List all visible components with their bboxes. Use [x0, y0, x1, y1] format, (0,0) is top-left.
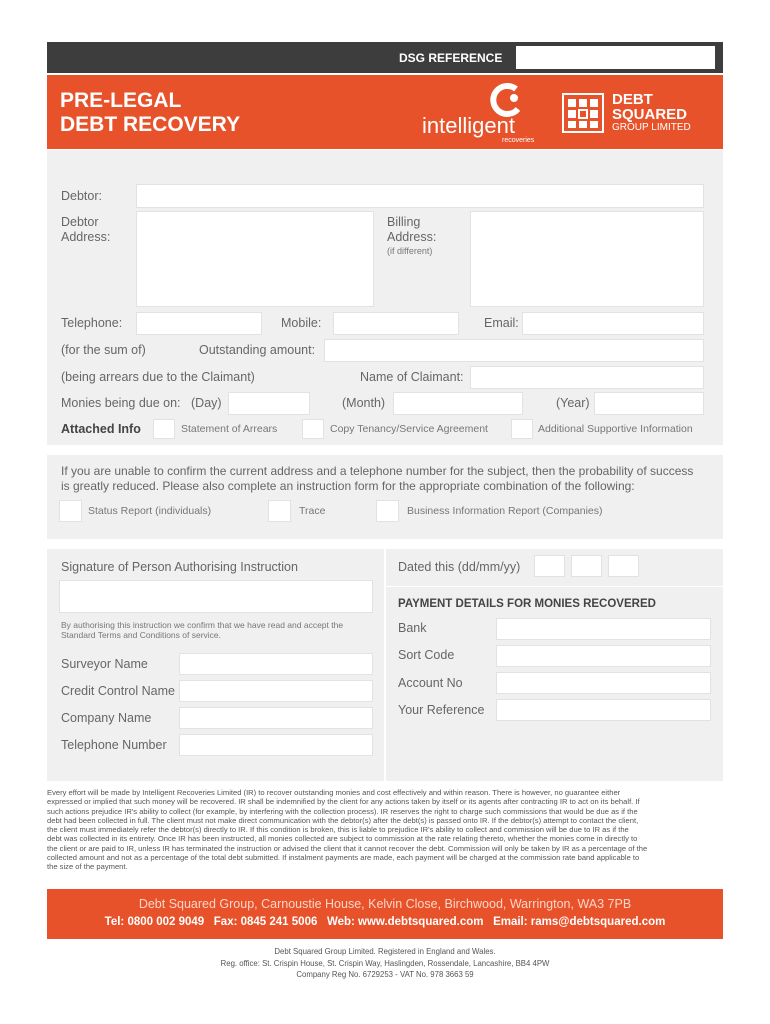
billing-address-input[interactable]: [470, 211, 704, 307]
logo-squared: SQUARED: [612, 106, 688, 123]
account-no-input[interactable]: [496, 672, 711, 694]
outstanding-label: Outstanding amount:: [199, 343, 316, 357]
footer-banner: [47, 889, 723, 939]
status-report-checkbox[interactable]: [59, 500, 82, 522]
payment-divider: [386, 586, 723, 587]
logo-group: GROUP LIMITED: [612, 122, 691, 133]
reg-line1: Debt Squared Group Limited. Registered in England and Wales.: [274, 947, 496, 956]
consent-line1: By authorising this instruction we confirm that we have read and accept the: [61, 620, 344, 630]
reg-line2: Reg. office: St. Crispin House, St. Crispin Way, Haslingden, Rossendale, Lancashire, BB4 4PW: [220, 958, 550, 968]
surveyor-label: Surveyor Name: [61, 657, 148, 671]
reference-label: Your Reference: [398, 703, 485, 717]
signature-label: Signature of Person Authorising Instruction: [61, 560, 298, 574]
telephone-number-input[interactable]: [179, 734, 373, 756]
consent-line2: Standard Terms and Conditions of service.: [61, 630, 222, 640]
sum-label: (for the sum of): [61, 343, 146, 357]
claimant-input[interactable]: [470, 366, 704, 389]
trace-label: Trace: [299, 505, 326, 517]
disclaimer-line: the size of the payment.: [47, 862, 128, 872]
sort-code-input[interactable]: [496, 645, 711, 667]
claimant-label: Name of Claimant:: [360, 370, 464, 384]
header-banner: [47, 75, 723, 149]
page-title-line1: PRE-LEGAL: [60, 89, 182, 112]
disclaimer: [47, 788, 723, 872]
dated-label: Dated this (dd/mm/yy): [398, 560, 521, 574]
intro-line2: is greatly reduced. Please also complete an instruction form for the appropriate combination of the following:: [61, 479, 635, 493]
email-label: Email:: [484, 316, 519, 330]
business-report-label: Business Information Report (Companies): [407, 505, 603, 517]
attach-supportive-checkbox[interactable]: [511, 419, 533, 439]
reference-input[interactable]: [516, 46, 715, 69]
company-name-input[interactable]: [179, 707, 373, 729]
telephone-label: Telephone:: [61, 316, 123, 330]
month-input[interactable]: [393, 392, 523, 415]
attach-tenancy-checkbox[interactable]: [302, 419, 324, 439]
surveyor-input[interactable]: [179, 653, 373, 675]
trace-checkbox[interactable]: [268, 500, 291, 522]
reg-line3: Company Reg No. 6729253 - VAT No. 978 3663 59: [296, 970, 474, 979]
email-input[interactable]: [522, 312, 704, 335]
day-input[interactable]: [228, 392, 310, 415]
disclaimer-line: expressed or implied that such money will be recovered. IR shall be indemnified by the client for any actions taken by itself or its agents after contracting IR to act on its behalf. If: [47, 797, 640, 807]
attached-info-label: Attached Info: [61, 422, 141, 436]
disclaimer-line: Every effort will be made by Intelligent Recoveries Limited (IR) to recover outstanding monies and cost effectively and within reason. There is however, no guarantee either: [47, 788, 621, 797]
date-month-input[interactable]: [571, 555, 602, 577]
company-name-label: Company Name: [61, 711, 152, 725]
registration-info: [47, 946, 723, 981]
signature-input[interactable]: [59, 580, 373, 613]
disclaimer-line: debt was collected in its entirety. Once IR has been instructed, all monies collected are subject to commission at the rate relating thereto, whether the monies come in directly to: [47, 834, 638, 844]
mobile-label: Mobile:: [281, 316, 322, 330]
telephone-input[interactable]: [136, 312, 262, 335]
payment-heading: PAYMENT DETAILS FOR MONIES RECOVERED: [398, 598, 656, 610]
footer-contact: Tel: 0800 002 9049 Fax: 0845 241 5006 Web: www.debtsquared.com Email: rams@debtsquared.com: [104, 916, 666, 928]
mobile-input[interactable]: [333, 312, 459, 335]
telephone-number-label: Telephone Number: [61, 738, 167, 752]
disclaimer-line: debt had been collected in full. The client must not make direct communication with the debtor(s) after the debt(s) is passed onto IR. If the debtor(s) attempt to contact the client,: [47, 815, 639, 825]
debtor-label: Debtor:: [61, 189, 102, 203]
year-input[interactable]: [594, 392, 704, 415]
debtor-address-label-2: Address:: [61, 230, 111, 244]
reference-label: DSG REFERENCE: [399, 51, 503, 65]
grid-icon: [562, 93, 604, 133]
billing-address-label-1: Billing: [387, 215, 421, 229]
sort-code-label: Sort Code: [398, 648, 455, 662]
account-no-label: Account No: [398, 676, 463, 690]
attach-statement-checkbox[interactable]: [153, 419, 175, 439]
intelligent-logo: [422, 81, 542, 145]
arrears-label: (being arrears due to the Claimant): [61, 370, 255, 384]
credit-control-input[interactable]: [179, 680, 373, 702]
debtor-address-input[interactable]: [136, 211, 374, 307]
month-label: (Month): [342, 396, 386, 410]
attach-statement-label: Statement of Arrears: [181, 423, 278, 435]
date-year-input[interactable]: [608, 555, 639, 577]
debtor-input[interactable]: [136, 184, 704, 208]
outstanding-input[interactable]: [324, 339, 704, 362]
debt-squared-logo: [562, 91, 722, 135]
billing-address-label-2: Address:: [387, 230, 437, 244]
date-day-input[interactable]: [534, 555, 565, 577]
attach-supportive-label: Additional Supportive Information: [538, 423, 693, 435]
page-title-line2: DEBT RECOVERY: [60, 113, 241, 136]
intro-line1: If you are unable to confirm the current address and a telephone number for the subject, then the probability of success: [61, 464, 694, 478]
debtor-address-label-1: Debtor: [61, 215, 99, 229]
footer-address: Debt Squared Group, Carnoustie House, Kelvin Close, Birchwood, Warrington, WA3 7PB: [138, 897, 632, 911]
logo-debt: DEBT: [612, 91, 653, 108]
monies-due-label: Monies being due on:: [61, 396, 181, 410]
intelligent-word: intelligent: [422, 113, 515, 138]
disclaimer-line: such actions prejudice IR's ability to collect (for example, by interfering with the collection process). IR reserves the right to charge such commissions that would be due as if the: [47, 806, 638, 816]
bank-label: Bank: [398, 621, 427, 635]
bank-input[interactable]: [496, 618, 711, 640]
status-report-label: Status Report (individuals): [88, 505, 212, 517]
recoveries-word: recoveries: [502, 137, 535, 144]
disclaimer-line: the client must immediately refer the debtor(s) directly to IR. If this condition is broken, this is liable to prejudice IR's ability to collect and commission will be due to IR as if the: [47, 825, 629, 835]
day-label: (Day): [191, 396, 222, 410]
year-label: (Year): [556, 396, 590, 410]
credit-control-label: Credit Control Name: [61, 684, 175, 698]
attach-tenancy-label: Copy Tenancy/Service Agreement: [330, 423, 488, 435]
disclaimer-line: collected amount and not as a percentage of the total debt submitted. If instalment payments are made, each payment will be charged at the commission rate band applicable to: [47, 853, 640, 863]
business-report-checkbox[interactable]: [376, 500, 399, 522]
disclaimer-line: the client or are paid to IR, unless IR has terminated the instruction or advised the client that it cannot recover the debt. Commission will only be taken by IR as a percentage of the: [47, 843, 648, 853]
your-reference-input[interactable]: [496, 699, 711, 721]
billing-note: (if different): [387, 246, 433, 256]
reference-bar: [47, 42, 723, 73]
